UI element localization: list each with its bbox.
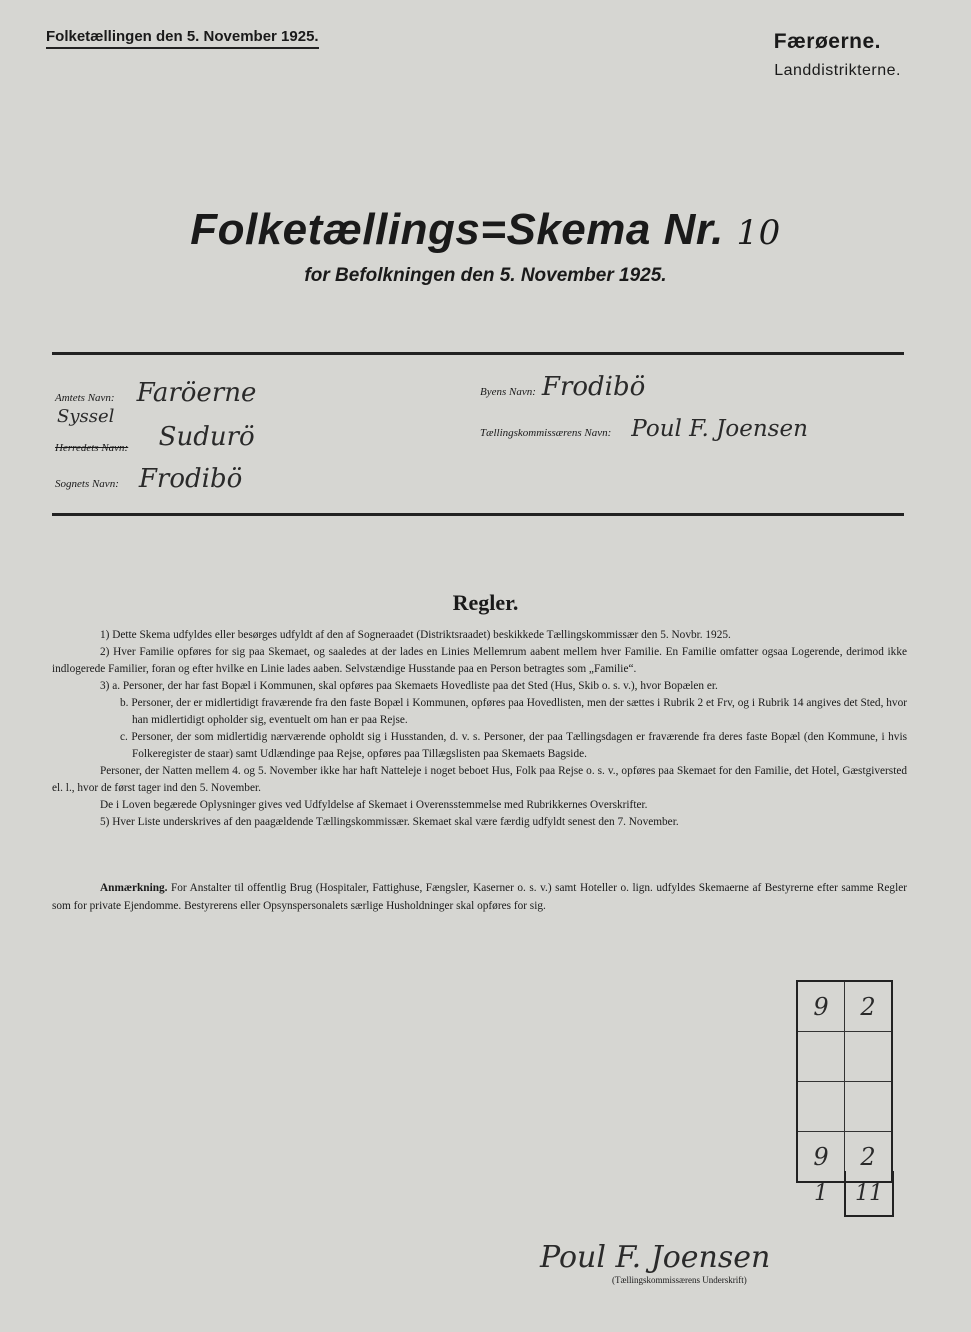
tally-cell: 2 [860, 1142, 876, 1171]
tally-cell: 2 [860, 992, 876, 1021]
tally-table [796, 980, 893, 1183]
top-divider [52, 352, 904, 355]
tally-extra-row [798, 1171, 894, 1217]
rule-3c: c. Personer, der som midlertidig nærværende opholdt sig i Husstanden, d. v. s. Personer, der paa Tællingsdagen er fraværende fra deres faste Bopæl (den Kommune, i hvis Folkeregister de staar) samt Udlændinge paa Rejse, opføres paa Tillægslisten paa Skemaets Bagside. [120, 731, 907, 760]
signature-caption: (Tællingskommissærens Underskrift) [612, 1275, 747, 1285]
tally-extra-cell: 1 [814, 1180, 828, 1206]
rules-list [52, 627, 907, 831]
sogn-value: Frodibö [138, 464, 243, 494]
sogn-field [55, 464, 242, 494]
sogn-label: Sognets Navn: [55, 478, 119, 490]
herred-handwritten-label: Syssel [57, 406, 115, 427]
kommissaer-label: Tællingskommissærens Navn: [480, 427, 612, 439]
census-date: Folketællingen den 5. November 1925. [46, 28, 319, 49]
rule-4: Personer, der Natten mellem 4. og 5. November ikke har haft Natteleje i noget beboet Hus, Folk paa Rejse o. s. v., opføres paa Skemaet for den Familie, det Hotel, Gæstgiversted el. l., hvor de først tager ind den 5. November. [52, 765, 907, 794]
herred-value: Sudurö [158, 422, 255, 452]
tally-cell [845, 1032, 891, 1081]
district-title: Landdistrikterne. [774, 62, 901, 79]
note [52, 879, 907, 915]
bottom-divider [52, 513, 904, 516]
tally-row [798, 1032, 891, 1082]
herred-label: Herredets Navn: [55, 442, 129, 454]
rule-3b: b. Personer, der er midlertidigt fraværende fra den faste Bopæl i Kommunen, opføres paa Hovedlisten, men der sættes i Rubrik 2 et Frv, og i Rubrik 14 angives det Sted, hvor han midlertidigt opholder sig, eventuelt om han er paa Rejse. [120, 697, 907, 726]
amt-field [55, 378, 256, 408]
tally-cell [798, 1082, 845, 1131]
schema-number: 10 [736, 213, 781, 253]
by-value: Frodibö [541, 372, 646, 402]
tally-cell: 9 [798, 1132, 845, 1181]
subtitle: for Befolkningen den 5. November 1925. [304, 265, 667, 286]
kommissaer-field [480, 416, 808, 442]
tally-cell: 9 [798, 982, 845, 1031]
rule-5: 5) Hver Liste underskrives af den paagældende Tællingskommissær. Skemaet skal være færdig udfyldt senest den 7. November. [100, 816, 679, 828]
by-label: Byens Navn: [480, 386, 536, 398]
tally-extra-cell-boxed: 11 [844, 1171, 894, 1217]
signature: Poul F. Joensen [540, 1240, 771, 1275]
note-label: Anmærkning. [100, 882, 168, 894]
tally-cell [845, 1082, 891, 1131]
main-title [0, 205, 971, 255]
region-title: Færøerne. [773, 30, 881, 53]
rule-2: 2) Hver Familie opføres for sig paa Skemaet, og saaledes at der lades en Linies Mellemrum aabent mellem hver Familie. En Familie omfatter ogsaa Logerende, derimod ikke indlogerede Familier, foran og efter hvilke en Linie lades aaben. Selvstændige Husstande paa en Person betragtes som „Familie“. [52, 646, 907, 675]
tally-row [798, 1082, 891, 1132]
rule-3a: 3) a. Personer, der har fast Bopæl i Kommunen, skal opføres paa Skemaets Hovedliste paa det Sted (Hus, Skib o. s. v.), hvor Bopælen er. [100, 680, 718, 692]
amt-label: Amtets Navn: [55, 392, 115, 404]
tally-cell [798, 1032, 845, 1081]
title-block [0, 205, 971, 287]
tally-row [798, 982, 891, 1032]
regler-title: Regler. [452, 590, 519, 615]
note-text: For Anstalter til offentlig Brug (Hospitaler, Fattighuse, Fængsler, Kaserner o. s. v.) samt Hoteller o. lign. udfyldes Skemaerne af Bestyrerne efter samme Regler som for private Ejendomme. Bestyrerens eller Opsynspersonalets særlige Husholdninger skal opføres for sig. [52, 882, 907, 912]
amt-value: Faröerne [136, 378, 257, 408]
main-title-text: Folketællings=Skema Nr. [190, 205, 724, 254]
by-field [480, 372, 645, 402]
rule-1: 1) Dette Skema udfyldes eller besørges udfyldt af den af Sogneraadet (Distriktsraadet) beskikkede Tællingskommissær den 5. Novbr. 1925. [100, 629, 731, 641]
rule-4b: De i Loven begærede Oplysninger gives ved Udfyldelse af Skemaet i Overensstemmelse med Rubrikkernes Overskrifter. [100, 799, 648, 811]
kommissaer-value: Poul F. Joensen [631, 416, 808, 442]
